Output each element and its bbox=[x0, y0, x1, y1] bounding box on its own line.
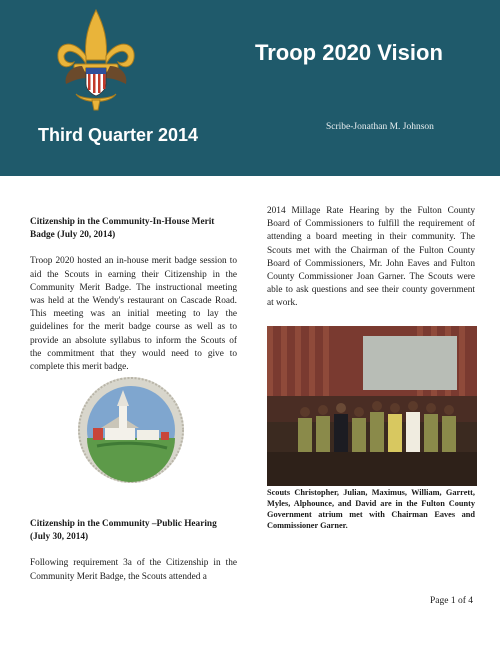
citizenship-merit-badge-image bbox=[77, 376, 185, 484]
article-public-hearing bbox=[30, 518, 237, 584]
page-number: Page 1 of 4 bbox=[430, 596, 474, 606]
article-body: Following requirement 3a of the Citizenship in the Community Merit Badge, the Scouts attended a bbox=[30, 558, 237, 582]
scribe-credit: Scribe-Jonathan M. Johnson bbox=[326, 122, 434, 132]
article-heading: Citizenship in the Community –Public Hearing (July 30, 2014) bbox=[30, 519, 217, 543]
photo-caption: Scouts Christopher, Julian, Maximus, William, Garrett, Myles, Alphounce, and David are in the Fulton County Government atrium met with Chairman Eaves and Commissioner Garner. bbox=[267, 488, 475, 530]
quarter-label: Third Quarter 2014 bbox=[38, 125, 199, 145]
article-body: Troop 2020 hosted an in-house merit badge session to aid the Scouts in earning their Citizenship in the Community Merit Badge. The instructional meeting was held at the Wendy's restaurant on Cascade Road. This meeting was an initial meeting to lay the guidelines for the merit badge course as well as to provide an absolute syllabus to inform the Scouts of the commitment that they would need to give to complete this merit badge. bbox=[30, 256, 237, 373]
scouts-group-photo bbox=[267, 326, 477, 486]
newsletter-title: Troop 2020 Vision bbox=[255, 40, 443, 65]
article-body-continued: 2014 Millage Rate Hearing by the Fulton County Board of Commissioners to fulfill the requirement of attending a board meeting in their community. The Scouts met with the Chairman of the Fulton County Board of Commissioners, Mr. John Eaves and Fulton County Commissioner Joan Garner. The Scouts were able to ask questions and see their county government at work. bbox=[267, 206, 475, 309]
article-inhouse-merit-badge bbox=[30, 216, 237, 374]
article-continuation bbox=[267, 205, 475, 311]
header-banner bbox=[0, 0, 500, 176]
article-heading: Citizenship in the Community-In-House Merit Badge (July 20, 2014) bbox=[30, 217, 215, 241]
scouts-fleur-de-lis-logo bbox=[52, 8, 140, 112]
